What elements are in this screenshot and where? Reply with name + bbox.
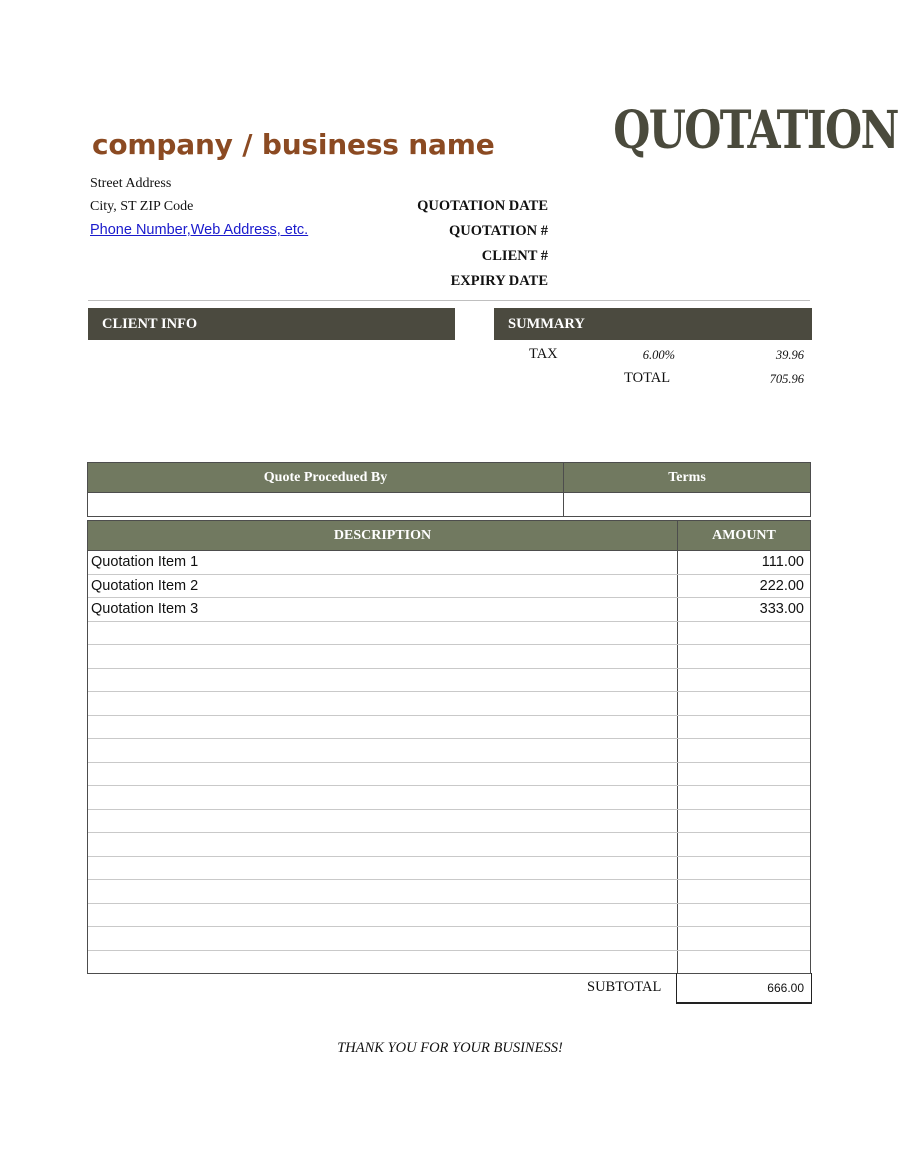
- terms-header: Terms: [668, 470, 706, 485]
- item-amount-cell[interactable]: [678, 692, 810, 715]
- item-description-cell[interactable]: [88, 810, 678, 833]
- thank-you-note: THANK YOU FOR YOUR BUSINESS!: [337, 1040, 563, 1056]
- expiry-date-label: EXPIRY DATE: [450, 273, 548, 289]
- item-amount-cell[interactable]: [678, 810, 810, 833]
- item-amount-cell[interactable]: [678, 669, 810, 692]
- city-state-zip: City, ST ZIP Code: [90, 199, 194, 214]
- item-amount-cell[interactable]: [678, 904, 810, 927]
- table-row: [88, 832, 810, 856]
- item-amount-cell[interactable]: [678, 786, 810, 809]
- table-row: [88, 644, 810, 668]
- item-description-cell[interactable]: [88, 951, 678, 974]
- item-description-cell[interactable]: [88, 669, 678, 692]
- tax-label: TAX: [529, 346, 558, 362]
- item-description-cell[interactable]: [88, 692, 678, 715]
- item-amount-cell[interactable]: [678, 880, 810, 903]
- items-table: [87, 520, 811, 974]
- item-amount-cell[interactable]: [678, 739, 810, 762]
- procedure-terms-table: [87, 462, 811, 517]
- table-row: [88, 903, 810, 927]
- table-row: [88, 809, 810, 833]
- item-amount-cell[interactable]: [678, 716, 810, 739]
- item-description-cell[interactable]: [88, 739, 678, 762]
- table-row: [88, 621, 810, 645]
- amount-header: AMOUNT: [712, 528, 776, 543]
- item-amount-cell[interactable]: [678, 927, 810, 950]
- total-value: 705.96: [769, 372, 804, 386]
- table-row: [88, 762, 810, 786]
- item-amount-cell[interactable]: 111.00: [761, 554, 804, 570]
- table-row: [88, 550, 810, 574]
- table-row: [88, 715, 810, 739]
- item-description-cell[interactable]: [88, 857, 678, 880]
- item-amount-cell[interactable]: 222.00: [759, 577, 804, 594]
- tax-value: 39.96: [775, 348, 804, 362]
- document-title: QUOTATION: [613, 100, 898, 161]
- item-amount-cell[interactable]: [678, 857, 810, 880]
- item-amount-cell[interactable]: 333.00: [759, 601, 804, 617]
- table-row: [88, 691, 810, 715]
- item-description-cell[interactable]: [88, 763, 678, 786]
- table-row: [88, 856, 810, 880]
- client-info-heading: CLIENT INFO: [88, 308, 455, 340]
- subtotal-label: SUBTOTAL: [587, 979, 662, 995]
- table-row: [88, 926, 810, 950]
- table-row: [88, 738, 810, 762]
- item-description-cell[interactable]: Quotation Item 2: [88, 575, 678, 598]
- item-description-cell[interactable]: Quotation Item 1: [88, 551, 678, 574]
- item-amount-cell[interactable]: [678, 833, 810, 856]
- total-label: TOTAL: [624, 370, 671, 386]
- table-row: [88, 879, 810, 903]
- item-amount-cell[interactable]: [678, 622, 810, 645]
- item-description-cell[interactable]: [88, 880, 678, 903]
- item-description-cell[interactable]: [88, 927, 678, 950]
- quotation-date-label: QUOTATION DATE: [417, 198, 548, 214]
- quote-procedued-by-cell[interactable]: [88, 493, 564, 516]
- company-name: company / business name: [92, 128, 495, 161]
- item-description-cell[interactable]: [88, 716, 678, 739]
- item-amount-cell[interactable]: [678, 645, 810, 668]
- terms-cell[interactable]: [564, 493, 810, 516]
- table-row: [88, 597, 810, 621]
- item-amount-cell[interactable]: [678, 763, 810, 786]
- item-description-cell[interactable]: [88, 645, 678, 668]
- client-number-label: CLIENT #: [481, 248, 548, 264]
- contact-link[interactable]: Phone Number,Web Address, etc.: [90, 222, 309, 238]
- table-row: [88, 668, 810, 692]
- header-divider: [88, 300, 810, 301]
- summary-heading: SUMMARY: [494, 308, 812, 340]
- item-description-cell[interactable]: [88, 833, 678, 856]
- quotation-number-label: QUOTATION #: [449, 223, 548, 239]
- table-row: [88, 785, 810, 809]
- item-amount-cell[interactable]: [678, 951, 810, 974]
- tax-rate: 6.00%: [642, 348, 675, 362]
- description-header: DESCRIPTION: [88, 521, 678, 550]
- item-description-cell[interactable]: Quotation Item 3: [88, 598, 678, 621]
- item-description-cell[interactable]: [88, 622, 678, 645]
- item-description-cell[interactable]: [88, 786, 678, 809]
- subtotal-value: 666.00: [676, 973, 812, 1004]
- item-description-cell[interactable]: [88, 904, 678, 927]
- quote-procedued-by-header: Quote Procedued By: [88, 463, 564, 492]
- table-row: [88, 950, 810, 974]
- table-row: [88, 574, 810, 598]
- street-address: Street Address: [90, 176, 172, 191]
